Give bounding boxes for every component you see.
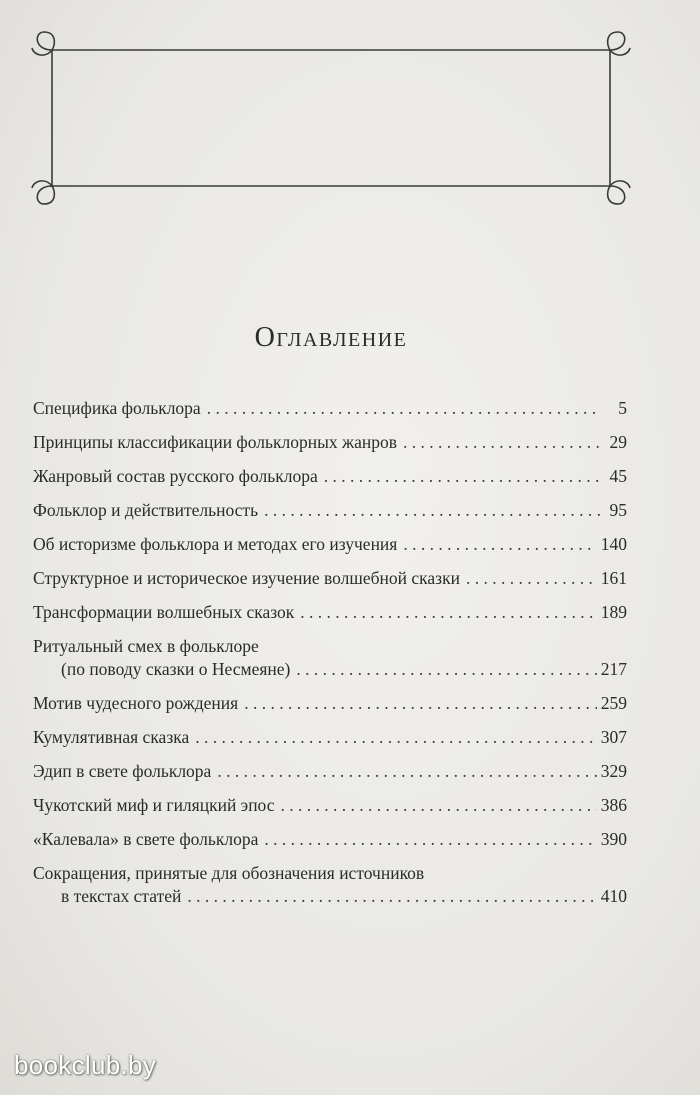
leader-dots — [264, 828, 596, 851]
toc-entry-page: 259 — [600, 693, 627, 713]
toc-entry-title: Ритуальный смех в фольклоре — [33, 636, 259, 656]
watermark: bookclub.by — [14, 1050, 157, 1080]
leader-dots — [207, 397, 601, 420]
leader-dots — [324, 465, 601, 488]
decorative-frame — [30, 28, 632, 208]
toc-entry-page: 386 — [600, 795, 627, 815]
toc-entry-page: 45 — [609, 466, 627, 486]
toc-entry-title: Мотив чудесного рождения — [33, 693, 239, 713]
toc-entry-page: 410 — [600, 886, 627, 906]
toc-title: Оглавление — [254, 322, 408, 353]
toc-entry-title: Кумулятивная сказка — [33, 727, 190, 747]
toc-entry[interactable] — [33, 726, 627, 749]
toc-entry-title: Принципы классификации фольклорных жанров — [33, 432, 397, 452]
toc-entry-page: 329 — [600, 761, 627, 781]
toc-entry-title: Жанровый состав русского фольклора — [33, 466, 318, 486]
toc-entry[interactable] — [33, 692, 627, 715]
leader-dots — [187, 885, 596, 908]
leader-dots — [300, 601, 596, 624]
toc-list — [33, 397, 627, 908]
toc-entry-page: 140 — [600, 534, 627, 554]
toc-entry-page: 29 — [609, 432, 627, 452]
toc-entry-title: Эдип в свете фольклора — [33, 761, 212, 781]
toc-entry-title: Фольклор и действительность — [33, 500, 259, 520]
toc-entry[interactable] — [33, 760, 627, 783]
toc-entry-page: 5 — [618, 398, 627, 418]
toc-entry[interactable] — [33, 533, 627, 556]
toc-entry-title: Об историзме фольклора и методах его изучения — [33, 534, 398, 554]
toc-entry[interactable] — [33, 397, 627, 420]
toc-entry-page: 390 — [600, 829, 627, 849]
toc-entry[interactable] — [33, 499, 627, 522]
toc-entry[interactable] — [33, 465, 627, 488]
toc-entry[interactable] — [33, 635, 627, 681]
leader-dots — [403, 533, 596, 556]
toc-entry-title-cont: в текстах статей — [61, 886, 182, 906]
leader-dots — [264, 499, 601, 522]
toc-entry-page: 189 — [600, 602, 627, 622]
leader-dots — [466, 567, 597, 590]
toc-entry[interactable] — [33, 567, 627, 590]
toc-entry[interactable] — [33, 794, 627, 817]
leader-dots — [195, 726, 597, 749]
toc-entry-page: 95 — [609, 500, 627, 520]
leader-dots — [296, 658, 596, 681]
leader-dots — [403, 431, 601, 454]
toc-entry-title: Сокращения, принятые для обозначения источников — [33, 863, 425, 883]
toc-entry-page: 161 — [600, 568, 627, 588]
toc-entry-title: Структурное и историческое изучение волшебной сказки — [33, 568, 460, 588]
toc-entry[interactable] — [33, 862, 627, 908]
toc-entry-page: 307 — [600, 727, 627, 747]
toc-entry[interactable] — [33, 431, 627, 454]
toc-entry-page: 217 — [600, 659, 627, 679]
leader-dots — [217, 760, 596, 783]
leader-dots — [281, 794, 597, 817]
toc-entry-title: Чукотский миф и гиляцкий эпос — [33, 795, 275, 815]
toc-entry-title-cont: (по поводу сказки о Несмеяне) — [61, 659, 291, 679]
toc-entry-title: Трансформации волшебных сказок — [33, 602, 295, 622]
toc-entry[interactable] — [33, 828, 627, 851]
toc-entry-title: «Калевала» в свете фольклора — [33, 829, 259, 849]
toc-entry[interactable] — [33, 601, 627, 624]
leader-dots — [244, 692, 597, 715]
toc-entry-title: Специфика фольклора — [33, 398, 201, 418]
